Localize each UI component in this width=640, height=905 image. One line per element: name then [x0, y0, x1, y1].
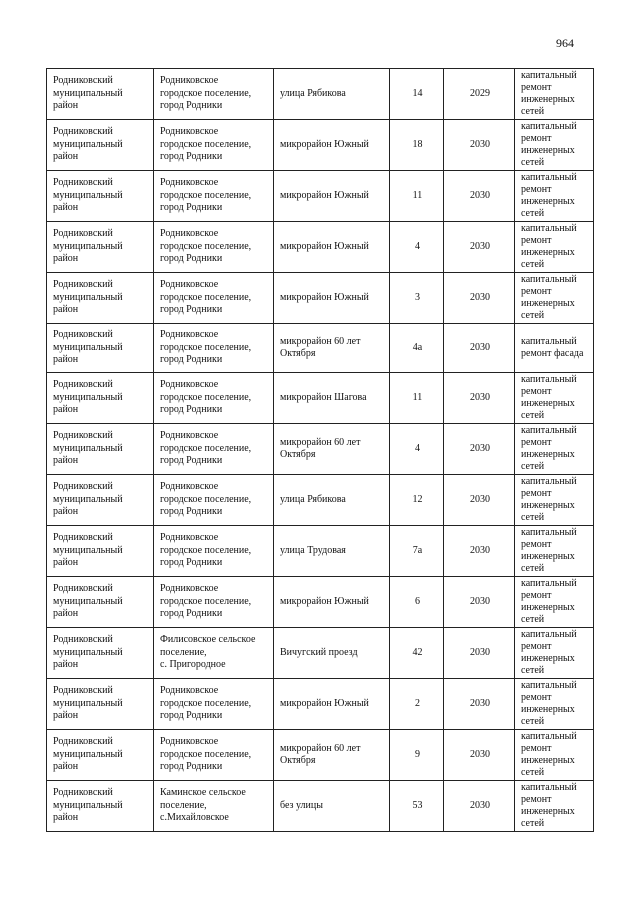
- settlement-cell: [154, 526, 274, 577]
- year-cell: [444, 577, 515, 628]
- house-number-text: 11: [412, 391, 423, 403]
- district-text: Родниковский муниципальный район: [53, 787, 123, 824]
- work-type-cell: [515, 424, 594, 475]
- work-type-cell: [515, 628, 594, 679]
- district-cell: [47, 171, 154, 222]
- work-type-text: капитальный ремонт инженерных сетей: [521, 425, 577, 472]
- house-number-text: 6: [415, 595, 420, 607]
- house-number-cell: [390, 730, 444, 781]
- table-row: [47, 222, 594, 273]
- house-number-cell: [390, 273, 444, 324]
- year-text: 2030: [470, 341, 490, 353]
- house-number-text: 18: [412, 138, 423, 150]
- district-cell: [47, 526, 154, 577]
- house-number-text: 53: [412, 799, 423, 811]
- work-type-cell: [515, 781, 594, 832]
- house-number-text: 42: [412, 646, 423, 658]
- year-cell: [444, 222, 515, 273]
- year-cell: [444, 69, 515, 120]
- settlement-text: Родниковское городское поселение, город Родники: [160, 430, 252, 467]
- settlement-cell: [154, 424, 274, 475]
- year-text: 2030: [470, 442, 490, 454]
- house-number-cell: [390, 628, 444, 679]
- year-cell: [444, 526, 515, 577]
- year-cell: [444, 781, 515, 832]
- year-text: 2030: [470, 748, 490, 760]
- street-text: микрорайон Шагова: [280, 391, 367, 403]
- table-row: [47, 730, 594, 781]
- work-type-text: капитальный ремонт инженерных сетей: [521, 527, 577, 574]
- work-type-text: капитальный ремонт инженерных сетей: [521, 374, 577, 421]
- district-cell: [47, 679, 154, 730]
- district-cell: [47, 730, 154, 781]
- street-text: микрорайон Южный: [280, 697, 369, 709]
- settlement-text: Родниковское городское поселение, город Родники: [160, 75, 252, 112]
- house-number-text: 11: [412, 189, 423, 201]
- street-text: микрорайон 60 лет Октября: [280, 742, 361, 766]
- house-number-cell: [390, 222, 444, 273]
- street-cell: [274, 69, 390, 120]
- district-cell: [47, 781, 154, 832]
- district-text: Родниковский муниципальный район: [53, 583, 123, 620]
- house-number-cell: [390, 679, 444, 730]
- street-text: без улицы: [280, 799, 323, 811]
- work-type-cell: [515, 526, 594, 577]
- house-number-text: 4: [415, 240, 420, 252]
- street-cell: [274, 222, 390, 273]
- settlement-cell: [154, 222, 274, 273]
- district-cell: [47, 373, 154, 424]
- house-number-cell: [390, 373, 444, 424]
- year-text: 2030: [470, 697, 490, 709]
- year-text: 2030: [470, 291, 490, 303]
- work-type-cell: [515, 171, 594, 222]
- year-cell: [444, 373, 515, 424]
- work-type-text: капитальный ремонт инженерных сетей: [521, 782, 577, 829]
- settlement-text: Каминское сельское поселение, с.Михайловское: [160, 787, 246, 824]
- table-row: [47, 324, 594, 373]
- year-text: 2030: [470, 646, 490, 658]
- settlement-cell: [154, 324, 274, 373]
- district-text: Родниковский муниципальный район: [53, 75, 123, 112]
- district-text: Родниковский муниципальный район: [53, 736, 123, 773]
- district-cell: [47, 273, 154, 324]
- street-cell: [274, 171, 390, 222]
- house-number-cell: [390, 69, 444, 120]
- house-number-text: 7а: [412, 544, 423, 556]
- work-type-cell: [515, 679, 594, 730]
- settlement-cell: [154, 273, 274, 324]
- table-row: [47, 120, 594, 171]
- table-row: [47, 273, 594, 324]
- district-text: Родниковский муниципальный район: [53, 379, 123, 416]
- house-number-cell: [390, 577, 444, 628]
- district-text: Родниковский муниципальный район: [53, 329, 123, 366]
- district-text: Родниковский муниципальный район: [53, 634, 123, 671]
- street-text: микрорайон Южный: [280, 138, 369, 150]
- district-cell: [47, 577, 154, 628]
- street-cell: [274, 577, 390, 628]
- district-cell: [47, 628, 154, 679]
- year-text: 2030: [470, 391, 490, 403]
- settlement-cell: [154, 373, 274, 424]
- settlement-text: Филисовское сельское поселение, с. Пригородное: [160, 634, 256, 671]
- settlement-text: Родниковское городское поселение, город Родники: [160, 279, 252, 316]
- work-type-text: капитальный ремонт инженерных сетей: [521, 121, 577, 168]
- house-number-cell: [390, 526, 444, 577]
- settlement-text: Родниковское городское поселение, город Родники: [160, 532, 252, 569]
- settlement-cell: [154, 628, 274, 679]
- street-text: микрорайон Южный: [280, 189, 369, 201]
- settlement-text: Родниковское городское поселение, город Родники: [160, 126, 252, 163]
- house-number-cell: [390, 324, 444, 373]
- street-text: микрорайон Южный: [280, 291, 369, 303]
- district-cell: [47, 424, 154, 475]
- work-type-cell: [515, 730, 594, 781]
- settlement-cell: [154, 171, 274, 222]
- table-row: [47, 373, 594, 424]
- house-number-cell: [390, 424, 444, 475]
- settlement-cell: [154, 475, 274, 526]
- house-number-text: 14: [412, 87, 423, 99]
- table-row: [47, 424, 594, 475]
- settlement-cell: [154, 120, 274, 171]
- district-text: Родниковский муниципальный район: [53, 279, 123, 316]
- work-type-text: капитальный ремонт инженерных сетей: [521, 578, 577, 625]
- street-cell: [274, 324, 390, 373]
- house-number-text: 2: [415, 697, 420, 709]
- house-number-cell: [390, 120, 444, 171]
- work-type-text: капитальный ремонт инженерных сетей: [521, 274, 577, 321]
- settlement-cell: [154, 730, 274, 781]
- settlement-text: Родниковское городское поселение, город Родники: [160, 736, 252, 773]
- work-type-cell: [515, 273, 594, 324]
- district-cell: [47, 222, 154, 273]
- district-text: Родниковский муниципальный район: [53, 228, 123, 265]
- table-row: [47, 679, 594, 730]
- work-type-text: капитальный ремонт инженерных сетей: [521, 629, 577, 676]
- settlement-cell: [154, 577, 274, 628]
- work-type-text: капитальный ремонт инженерных сетей: [521, 172, 577, 219]
- work-type-cell: [515, 120, 594, 171]
- district-cell: [47, 69, 154, 120]
- settlement-cell: [154, 69, 274, 120]
- work-type-cell: [515, 324, 594, 373]
- street-cell: [274, 120, 390, 171]
- street-text: Вичугский проезд: [280, 646, 358, 658]
- work-type-text: капитальный ремонт фасада: [521, 336, 584, 359]
- work-type-text: капитальный ремонт инженерных сетей: [521, 731, 577, 778]
- house-number-text: 4: [415, 442, 420, 454]
- table-row: [47, 475, 594, 526]
- year-cell: [444, 475, 515, 526]
- work-type-cell: [515, 222, 594, 273]
- work-type-cell: [515, 69, 594, 120]
- year-text: 2030: [470, 493, 490, 505]
- settlement-cell: [154, 679, 274, 730]
- street-cell: [274, 730, 390, 781]
- work-type-cell: [515, 373, 594, 424]
- year-text: 2030: [470, 544, 490, 556]
- district-cell: [47, 120, 154, 171]
- year-cell: [444, 424, 515, 475]
- house-number-cell: [390, 475, 444, 526]
- street-cell: [274, 475, 390, 526]
- district-cell: [47, 475, 154, 526]
- settlement-text: Родниковское городское поселение, город Родники: [160, 481, 252, 518]
- street-text: улица Рябикова: [280, 493, 346, 505]
- house-number-cell: [390, 171, 444, 222]
- house-number-cell: [390, 781, 444, 832]
- street-cell: [274, 679, 390, 730]
- district-cell: [47, 324, 154, 373]
- table-body: [47, 69, 594, 832]
- street-cell: [274, 628, 390, 679]
- district-text: Родниковский муниципальный район: [53, 685, 123, 722]
- table-row: [47, 526, 594, 577]
- year-cell: [444, 679, 515, 730]
- house-number-text: 4а: [412, 341, 423, 353]
- year-cell: [444, 171, 515, 222]
- year-cell: [444, 324, 515, 373]
- year-cell: [444, 730, 515, 781]
- street-text: улица Трудовая: [280, 544, 346, 556]
- street-cell: [274, 273, 390, 324]
- table-row: [47, 171, 594, 222]
- district-text: Родниковский муниципальный район: [53, 177, 123, 214]
- settlement-cell: [154, 781, 274, 832]
- settlement-text: Родниковское городское поселение, город Родники: [160, 685, 252, 722]
- year-text: 2030: [470, 138, 490, 150]
- street-text: микрорайон Южный: [280, 595, 369, 607]
- year-cell: [444, 273, 515, 324]
- house-number-text: 9: [415, 748, 420, 760]
- street-cell: [274, 373, 390, 424]
- district-text: Родниковский муниципальный район: [53, 126, 123, 163]
- work-type-text: капитальный ремонт инженерных сетей: [521, 223, 577, 270]
- work-type-cell: [515, 475, 594, 526]
- table-row: [47, 628, 594, 679]
- year-text: 2030: [470, 595, 490, 607]
- street-text: микрорайон 60 лет Октября: [280, 436, 361, 460]
- street-cell: [274, 781, 390, 832]
- district-text: Родниковский муниципальный район: [53, 532, 123, 569]
- street-text: микрорайон 60 лет Октября: [280, 335, 361, 359]
- year-text: 2029: [470, 87, 490, 99]
- year-cell: [444, 120, 515, 171]
- year-text: 2030: [470, 799, 490, 811]
- table-row: [47, 69, 594, 120]
- page-number: 964: [556, 36, 574, 50]
- repair-schedule-table: [46, 68, 594, 832]
- year-cell: [444, 628, 515, 679]
- house-number-text: 12: [412, 493, 423, 505]
- settlement-text: Родниковское городское поселение, город Родники: [160, 177, 252, 214]
- settlement-text: Родниковское городское поселение, город Родники: [160, 379, 252, 416]
- street-text: микрорайон Южный: [280, 240, 369, 252]
- street-cell: [274, 424, 390, 475]
- year-text: 2030: [470, 189, 490, 201]
- year-text: 2030: [470, 240, 490, 252]
- settlement-text: Родниковское городское поселение, город Родники: [160, 329, 252, 366]
- work-type-cell: [515, 577, 594, 628]
- house-number-text: 3: [415, 291, 420, 303]
- work-type-text: капитальный ремонт инженерных сетей: [521, 70, 577, 117]
- street-text: улица Рябикова: [280, 87, 346, 99]
- street-cell: [274, 526, 390, 577]
- work-type-text: капитальный ремонт инженерных сетей: [521, 476, 577, 523]
- settlement-text: Родниковское городское поселение, город Родники: [160, 583, 252, 620]
- table-row: [47, 781, 594, 832]
- district-text: Родниковский муниципальный район: [53, 430, 123, 467]
- table-row: [47, 577, 594, 628]
- district-text: Родниковский муниципальный район: [53, 481, 123, 518]
- work-type-text: капитальный ремонт инженерных сетей: [521, 680, 577, 727]
- settlement-text: Родниковское городское поселение, город Родники: [160, 228, 252, 265]
